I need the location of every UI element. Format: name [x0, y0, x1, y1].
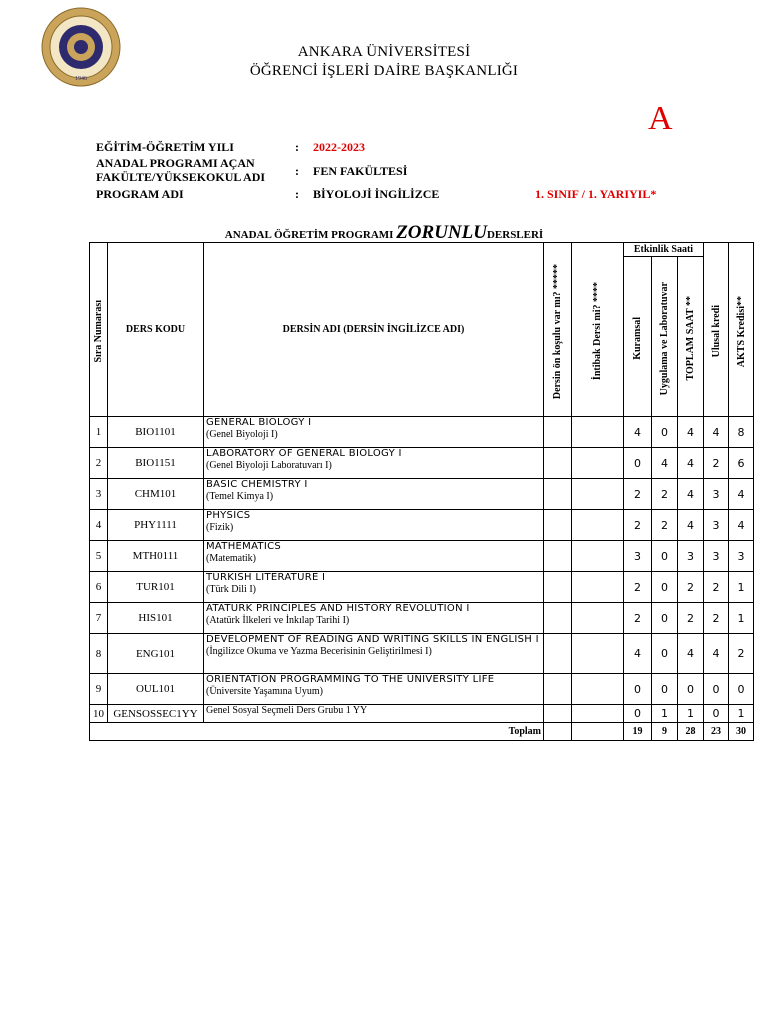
- table-row: [90, 479, 754, 510]
- national-credit: 2: [704, 448, 729, 479]
- national-credit: 2: [704, 572, 729, 603]
- year-value: 2022-2023: [313, 140, 365, 154]
- course-name: [204, 705, 544, 723]
- ects-credit: 2: [729, 634, 754, 674]
- course-code: CHM101: [108, 479, 204, 510]
- course-code: ENG101: [108, 634, 204, 674]
- course-code: TUR101: [108, 572, 204, 603]
- total-hours: 2: [678, 603, 704, 634]
- ects-credit: 1: [729, 572, 754, 603]
- table-row: [90, 448, 754, 479]
- course-code: HIS101: [108, 603, 204, 634]
- lab-hours: 0: [652, 541, 678, 572]
- course-name-turkish: (Fizik): [206, 522, 234, 533]
- office-name: ÖĞRENCİ İŞLERİ DAİRE BAŞKANLIĞI: [249, 63, 519, 79]
- faculty-label-2: FAKÜLTE/YÜKSEKOKUL ADI: [96, 170, 266, 184]
- totals-national: 23: [704, 723, 729, 741]
- faculty-label-1: ANADAL PROGRAMI AÇAN: [96, 156, 255, 170]
- header-lab: Uygulama ve Laboratuvar: [652, 257, 678, 417]
- course-name-turkish: (Üniversite Yaşamına Uyum): [206, 686, 323, 697]
- course-name: [204, 479, 544, 510]
- ects-credit: 6: [729, 448, 754, 479]
- ects-credit: 4: [729, 510, 754, 541]
- totals-total: 28: [678, 723, 704, 741]
- course-name-english: BASIC CHEMISTRY I: [206, 479, 308, 490]
- row-number: 10: [90, 705, 108, 723]
- national-credit: 0: [704, 674, 729, 705]
- course-name-turkish: (Genel Biyoloji Laboratuvarı I): [206, 460, 332, 471]
- totals-transfer: [572, 723, 624, 741]
- course-code: OUL101: [108, 674, 204, 705]
- row-number: 8: [90, 634, 108, 674]
- course-name-english: ATATURK PRINCIPLES AND HISTORY REVOLUTION I: [206, 603, 470, 614]
- course-name-english: TURKISH LITERATURE I: [206, 572, 326, 583]
- prerequisite: [544, 541, 572, 572]
- prerequisite: [544, 510, 572, 541]
- course-name-turkish: (Temel Kimya I): [206, 491, 274, 502]
- prerequisite: [544, 572, 572, 603]
- ects-credit: 1: [729, 603, 754, 634]
- theory-hours: 2: [624, 510, 652, 541]
- totals-row: [90, 723, 754, 741]
- row-number: 7: [90, 603, 108, 634]
- ects-credit: 1: [729, 705, 754, 723]
- row-number: 1: [90, 417, 108, 448]
- theory-hours: 2: [624, 479, 652, 510]
- national-credit: 3: [704, 541, 729, 572]
- course-name-english: PHYSICS: [206, 510, 251, 521]
- prerequisite: [544, 479, 572, 510]
- theory-hours: 0: [624, 674, 652, 705]
- row-number: 9: [90, 674, 108, 705]
- ects-credit: 8: [729, 417, 754, 448]
- theory-hours: 2: [624, 603, 652, 634]
- colon: :: [295, 140, 299, 154]
- lab-hours: 0: [652, 634, 678, 674]
- ects-credit: 4: [729, 479, 754, 510]
- course-name-turkish: (İngilizce Okuma ve Yazma Becerisinin Geliştirilmesi I): [206, 646, 432, 657]
- theory-hours: 4: [624, 634, 652, 674]
- title-prefix: ANADAL ÖĞRETİM PROGRAMI: [224, 229, 394, 241]
- transfer: [572, 510, 624, 541]
- row-number: 2: [90, 448, 108, 479]
- ects-credit: 0: [729, 674, 754, 705]
- table-row: [90, 674, 754, 705]
- row-number: 3: [90, 479, 108, 510]
- course-name-english: LABORATORY OF GENERAL BIOLOGY I: [206, 448, 402, 459]
- ects-credit: 3: [729, 541, 754, 572]
- course-name: [204, 634, 544, 674]
- course-name: [204, 572, 544, 603]
- header-national-credit: Ulusal kredi: [704, 243, 729, 417]
- national-credit: 3: [704, 510, 729, 541]
- course-name-turkish: (Türk Dili I): [206, 584, 256, 595]
- course-name-turkish: (Atatürk İlkeleri ve İnkılap Tarihi I): [206, 615, 350, 626]
- course-code: PHY1111: [108, 510, 204, 541]
- table-row: [90, 634, 754, 674]
- program-value: BİYOLOJİ İNGİLİZCE: [313, 187, 440, 201]
- transfer: [572, 448, 624, 479]
- transfer: [572, 541, 624, 572]
- transfer: [572, 572, 624, 603]
- total-hours: 3: [678, 541, 704, 572]
- header-row-number: Sıra Numarası: [90, 243, 108, 417]
- theory-hours: 0: [624, 448, 652, 479]
- header-ects: AKTS Kredisi**: [729, 243, 754, 417]
- row-number: 4: [90, 510, 108, 541]
- course-name: [204, 674, 544, 705]
- colon: :: [295, 164, 299, 178]
- transfer: [572, 479, 624, 510]
- total-hours: 0: [678, 674, 704, 705]
- national-credit: 3: [704, 479, 729, 510]
- form-letter: A: [648, 100, 673, 137]
- totals-prereq: [544, 723, 572, 741]
- course-name: [204, 541, 544, 572]
- row-number: 6: [90, 572, 108, 603]
- header-prerequisite: Dersin ön koşulu var mı? *****: [544, 243, 572, 417]
- theory-hours: 4: [624, 417, 652, 448]
- national-credit: 0: [704, 705, 729, 723]
- transfer: [572, 634, 624, 674]
- course-name-turkish: Genel Sosyal Seçmeli Ders Grubu 1 YY: [206, 705, 368, 716]
- totals-lab: 9: [652, 723, 678, 741]
- table-row: [90, 541, 754, 572]
- course-code: GENSOSSEC1YY: [108, 705, 204, 723]
- lab-hours: 2: [652, 510, 678, 541]
- course-name-turkish: (Genel Biyoloji I): [206, 429, 278, 440]
- total-hours: 4: [678, 417, 704, 448]
- course-code: MTH0111: [108, 541, 204, 572]
- title-emphasis: ZORUNLU: [396, 222, 487, 243]
- table-row: [90, 510, 754, 541]
- program-label: PROGRAM ADI: [96, 187, 184, 201]
- prerequisite: [544, 448, 572, 479]
- title-suffix: DERSLERİ: [486, 229, 544, 241]
- theory-hours: 0: [624, 705, 652, 723]
- course-name-english: GENERAL BIOLOGY I: [206, 417, 312, 428]
- colon: :: [295, 187, 299, 201]
- table-row: [90, 572, 754, 603]
- table-row: [90, 417, 754, 448]
- course-table: [89, 242, 754, 741]
- table-row: [90, 705, 754, 723]
- lab-hours: 0: [652, 674, 678, 705]
- prerequisite: [544, 674, 572, 705]
- course-name-english: DEVELOPMENT OF READING AND WRITING SKILLS IN ENGLISH I: [206, 634, 539, 645]
- header-total-hours: TOPLAM SAAT **: [678, 257, 704, 417]
- svg-text:1946: 1946: [75, 76, 87, 82]
- class-semester: 1. SINIF / 1. YARIYIL*: [535, 187, 657, 201]
- lab-hours: 0: [652, 417, 678, 448]
- prerequisite: [544, 603, 572, 634]
- national-credit: 4: [704, 417, 729, 448]
- course-code: BIO1151: [108, 448, 204, 479]
- course-name: [204, 417, 544, 448]
- table-row: [90, 603, 754, 634]
- header-course-code: DERS KODU: [108, 243, 204, 417]
- total-hours: 1: [678, 705, 704, 723]
- total-hours: 4: [678, 448, 704, 479]
- total-hours: 4: [678, 479, 704, 510]
- faculty-value: FEN FAKÜLTESİ: [313, 164, 408, 178]
- course-name-english: ORIENTATION PROGRAMMING TO THE UNIVERSITY LIFE: [206, 674, 495, 685]
- prerequisite: [544, 705, 572, 723]
- lab-hours: 0: [652, 603, 678, 634]
- course-name: [204, 603, 544, 634]
- totals-ects: 30: [729, 723, 754, 741]
- theory-hours: 2: [624, 572, 652, 603]
- transfer: [572, 417, 624, 448]
- header-activity-hours: Etkinlik Saati: [624, 243, 704, 257]
- lab-hours: 1: [652, 705, 678, 723]
- course-name-turkish: (Matematik): [206, 553, 256, 564]
- lab-hours: 0: [652, 572, 678, 603]
- transfer: [572, 705, 624, 723]
- totals-theory: 19: [624, 723, 652, 741]
- header-theory: Kuramsal: [624, 257, 652, 417]
- course-name: [204, 448, 544, 479]
- course-code: BIO1101: [108, 417, 204, 448]
- national-credit: 4: [704, 634, 729, 674]
- transfer: [572, 603, 624, 634]
- university-name: ANKARA ÜNİVERSİTESİ: [297, 44, 471, 60]
- national-credit: 2: [704, 603, 729, 634]
- total-hours: 4: [678, 634, 704, 674]
- prerequisite: [544, 634, 572, 674]
- lab-hours: 4: [652, 448, 678, 479]
- header-course-name: DERSİN ADI (DERSİN İNGİLİZCE ADI): [204, 243, 544, 417]
- totals-label: Toplam: [90, 723, 544, 741]
- theory-hours: 3: [624, 541, 652, 572]
- year-label: EĞİTİM-ÖĞRETİM YILI: [96, 140, 234, 154]
- total-hours: 4: [678, 510, 704, 541]
- lab-hours: 2: [652, 479, 678, 510]
- course-name-english: MATHEMATICS: [206, 541, 282, 552]
- section-title: [0, 222, 768, 244]
- header-transfer: İntibak Dersi mi? ****: [572, 243, 624, 417]
- row-number: 5: [90, 541, 108, 572]
- total-hours: 2: [678, 572, 704, 603]
- course-name: [204, 510, 544, 541]
- transfer: [572, 674, 624, 705]
- prerequisite: [544, 417, 572, 448]
